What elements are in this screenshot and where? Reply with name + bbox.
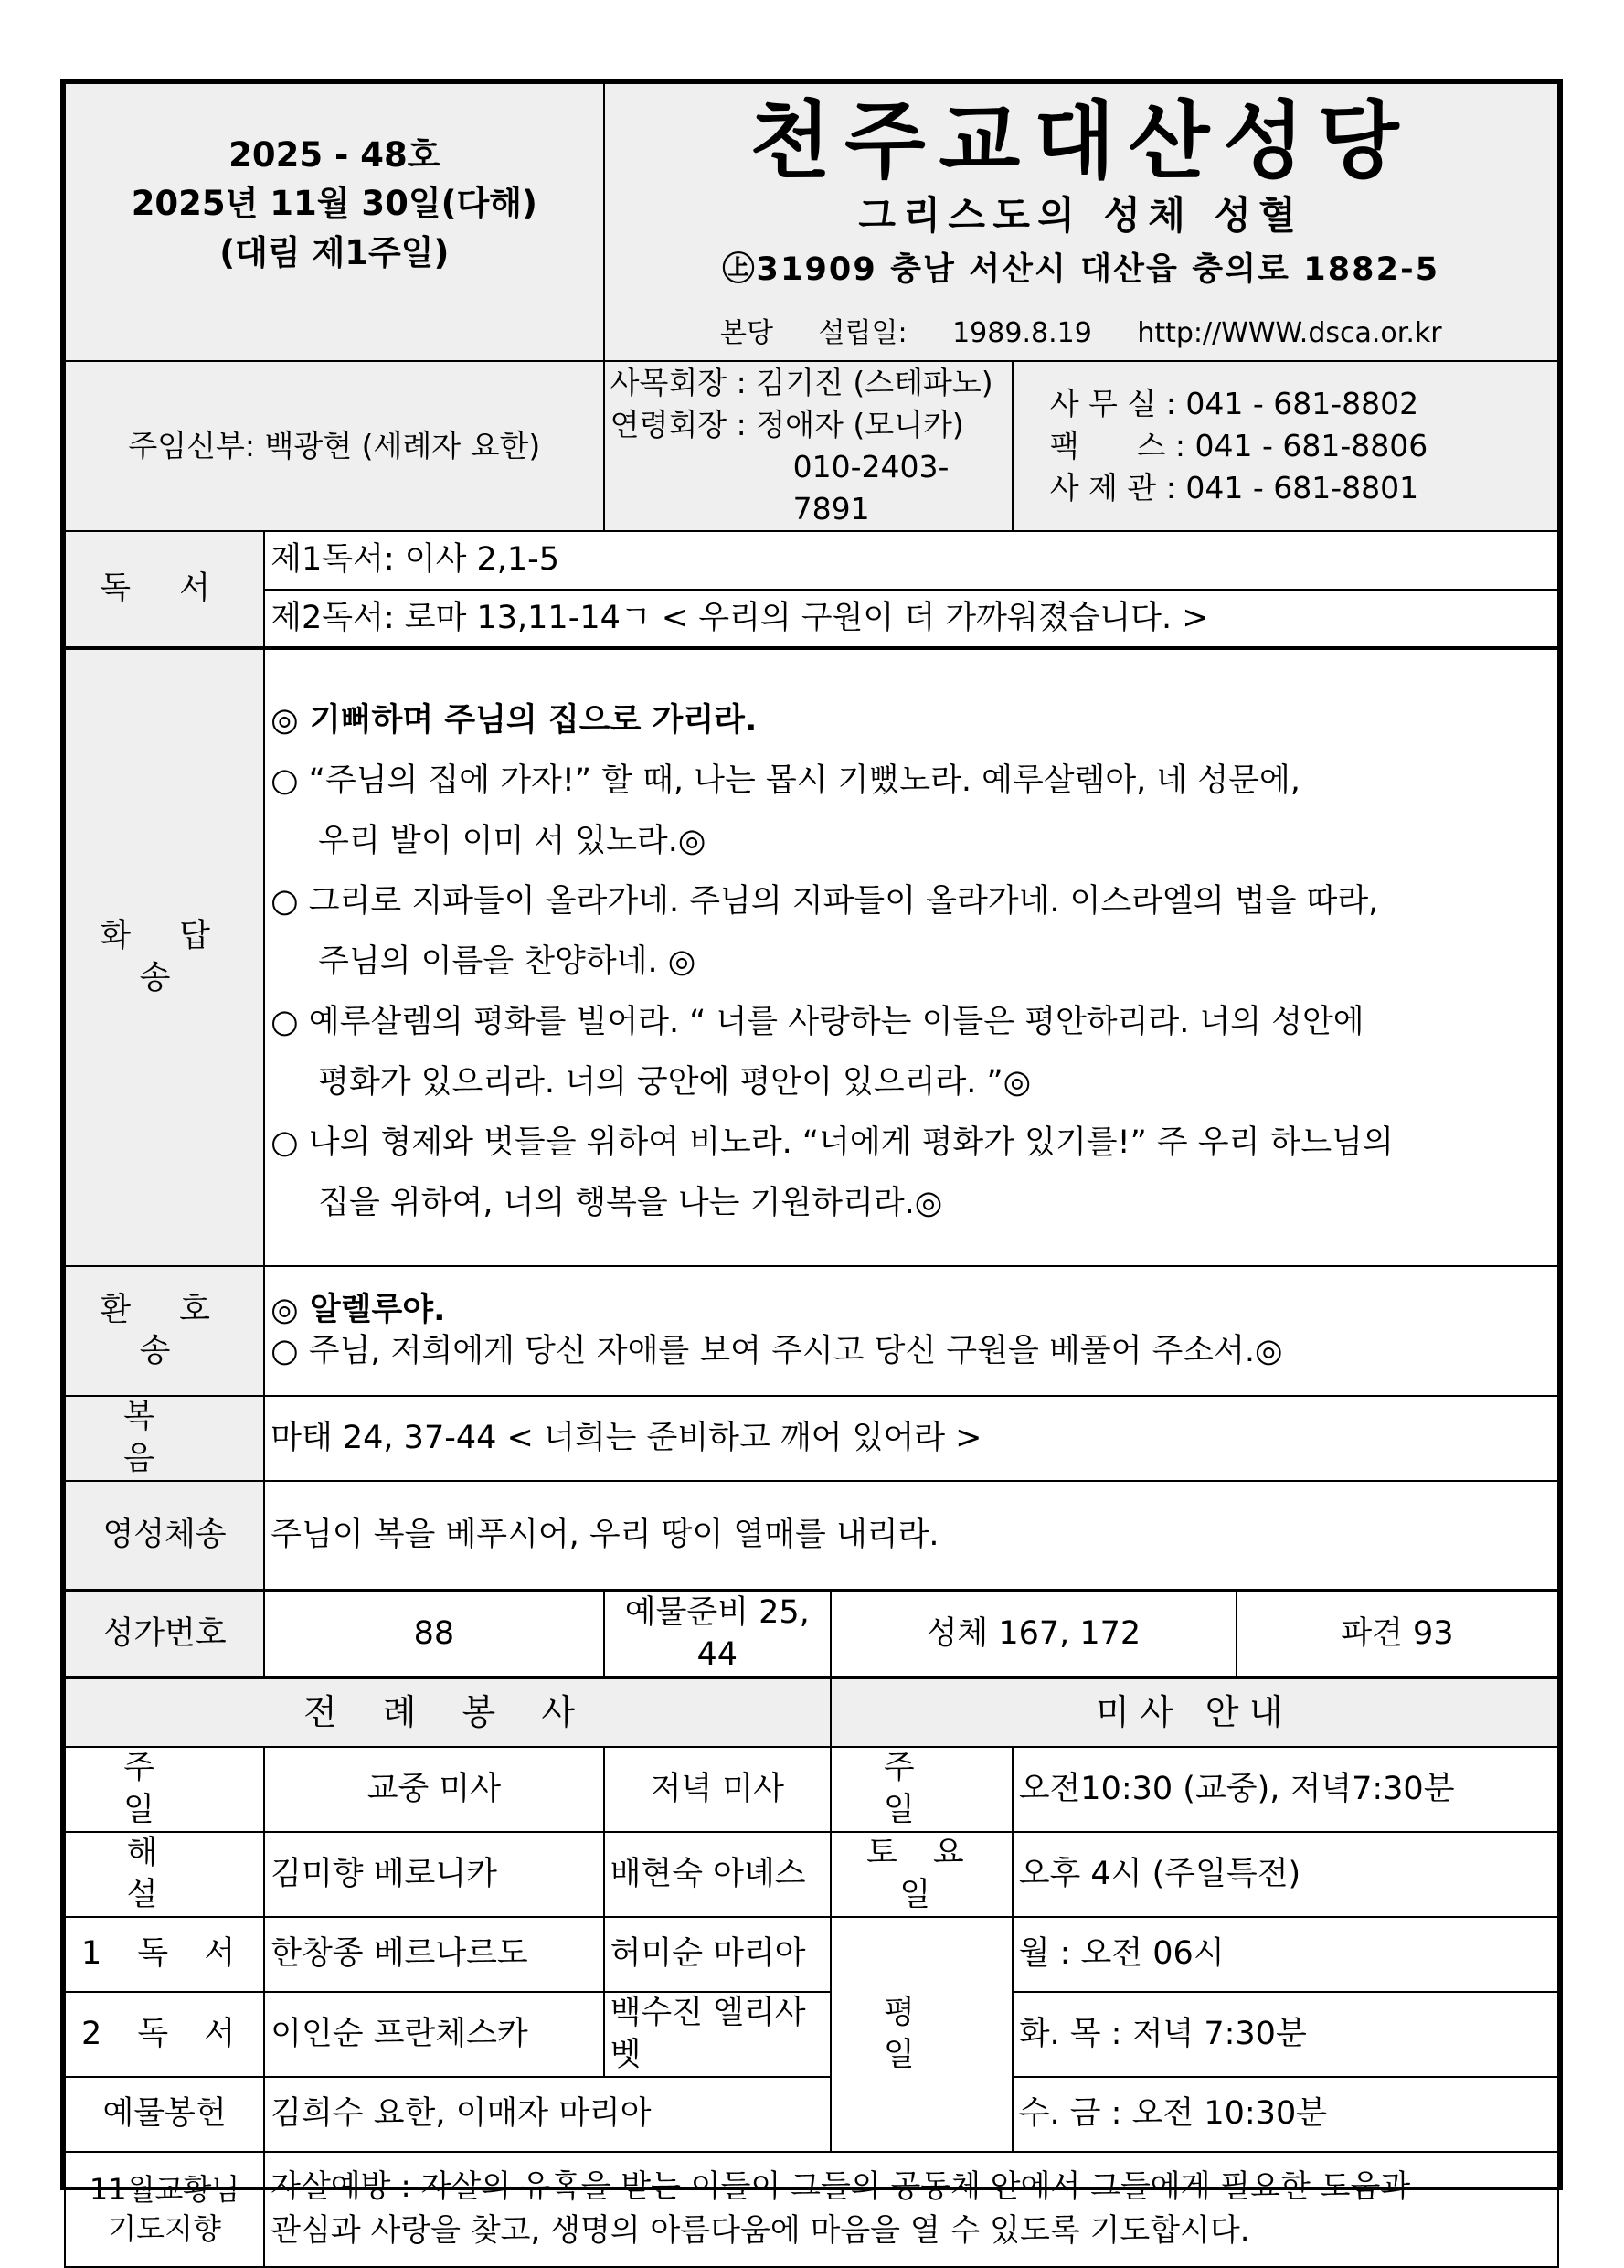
pastor: 주임신부: 백광현 (세례자 요한) [65, 361, 604, 531]
alleluia: ◎ 알렐루야. [271, 1291, 446, 1328]
founded-date: 본당 설립일: 1989.8.19 [720, 316, 1092, 349]
prayer-label-line1: 11월교황님 [89, 2171, 240, 2207]
hymns-label: 성가번호 [65, 1591, 264, 1677]
psalm-verse: ○ 나의 형제와 벗들을 위하여 비노라. “너에게 평화가 있기를!” 주 우리 하느님의 [271, 1123, 1394, 1161]
second-reader-evening: 백수진 엘리사벳 [604, 1992, 831, 2077]
prayer-line: 관심과 사랑을 찾고, 생명의 아름다움에 마음을 열 수 있도록 기도합시다. [271, 2212, 1250, 2249]
service-col-day: 주 일 [65, 1747, 264, 1832]
issue-number: 2025 - 48호 [228, 134, 440, 175]
fax-number: 팩 스 : 041 - 681-8806 [1049, 428, 1428, 463]
mass-saturday-time: 오후 4시 (주일특전) [1013, 1832, 1558, 1917]
gospel-text: 마태 24, 37-44 < 너희는 준비하고 깨어 있어라 > [264, 1396, 1558, 1481]
psalm-label: 화 답 송 [65, 648, 264, 1266]
role-second-reader: 2 독 서 [65, 1992, 264, 2077]
psalm-response: ◎ 기뻐하며 주님의 집으로 가리라. [271, 701, 758, 739]
readings-label: 독 서 [65, 531, 264, 648]
prayer-line: 자살예방 : 자살의 유혹을 받는 이들이 그들의 공동체 안에서 그들에게 필요한 도움과 [271, 2168, 1411, 2206]
gospel-label: 복 음 [65, 1396, 264, 1481]
first-reader-morning: 한창종 베르나르도 [264, 1917, 603, 1992]
bulletin-table [64, 82, 1559, 2268]
hymn-communion: 성체 167, 172 [831, 1591, 1237, 1677]
liturgical-day: (대림 제1주일) [219, 232, 450, 272]
mass-sunday-time: 오전10:30 (교중), 저녁7:30분 [1013, 1747, 1558, 1832]
prayer-text [264, 2152, 1558, 2267]
role-offering: 예물봉헌 [65, 2077, 264, 2152]
psalm-verse-cont: 집을 위하여, 너의 행복을 나는 기원하리라.◎ [318, 1184, 943, 1221]
council-contacts [604, 361, 1013, 531]
mass-weekday-time: 월 : 오전 06시 [1013, 1917, 1558, 1992]
role-first-reader: 1 독 서 [65, 1917, 264, 1992]
second-reading: 제2독서: 로마 13,11-14ㄱ < 우리의 구원이 더 가까워졌습니다. > [264, 590, 1558, 648]
psalm-verse-cont: 주님의 이름을 찬양하네. ◎ [318, 942, 696, 980]
issue-block [65, 83, 604, 361]
mass-saturday-label: 토 요 일 [831, 1832, 1013, 1917]
church-header [604, 83, 1558, 361]
acclamation-verse: ○ 주님, 저희에게 당신 자애를 보여 주시고 당신 구원을 베풀어 주소서.◎ [271, 1333, 1283, 1369]
mass-weekday-time: 화. 목 : 저녁 7:30분 [1013, 1992, 1558, 2077]
psalm-verse-cont: 평화가 있으리라. 너의 궁안에 평안이 있으리라. ”◎ [318, 1063, 1032, 1101]
communion-antiphon-label: 영성체송 [65, 1481, 264, 1591]
mass-sunday-label: 주 일 [831, 1747, 1013, 1832]
mass-weekday-time: 수. 금 : 오전 10:30분 [1013, 2077, 1558, 2152]
bulletin-sheet [60, 79, 1563, 2249]
rectory-phone: 사 제 관 : 041 - 681-8801 [1049, 470, 1419, 506]
service-col-morning: 교중 미사 [264, 1747, 603, 1832]
first-reader-evening: 허미순 마리아 [604, 1917, 831, 1992]
parish-patron: 그리스도의 성체 성혈 [858, 192, 1304, 238]
issue-date: 2025년 11월 30일(다해) [131, 184, 537, 224]
church-address: ㊤31909 충남 서산시 대산읍 충의로 1882-5 [722, 251, 1440, 289]
hymn-entrance: 88 [264, 1591, 603, 1677]
hymn-dismissal: 파견 93 [1237, 1591, 1558, 1677]
prayer-label-line2: 기도지향 [108, 2211, 221, 2246]
second-reader-morning: 이인순 프란체스카 [264, 1992, 603, 2077]
psalm-verse: ○ 그리로 지파들이 올라가네. 주님의 지파들이 올라가네. 이스라엘의 법을 따라, [271, 882, 1379, 920]
church-name: 천주교대산성당 [749, 91, 1413, 190]
service-title: 전 례 봉 사 [65, 1677, 831, 1747]
council-president: 사목회장 : 김기진 (스테파노) [610, 365, 993, 400]
mass-title: 미사 안내 [831, 1677, 1558, 1747]
psalm-verse: ○ “주님의 집에 가자!” 할 때, 나는 몹시 기뻤노라. 예루살렘아, 네 성문에, [271, 761, 1300, 799]
hymn-offertory: 예물준비 25, 44 [604, 1591, 831, 1677]
communion-antiphon-text: 주님이 복을 베푸시어, 우리 땅이 열매를 내리라. [264, 1481, 1558, 1591]
office-contacts [1013, 361, 1558, 531]
elder-phone: 010-2403-7891 [792, 449, 950, 527]
service-col-evening: 저녁 미사 [604, 1747, 831, 1832]
role-commentator: 해 설 [65, 1832, 264, 1917]
commentator-evening: 배현숙 아녜스 [604, 1832, 831, 1917]
first-reading: 제1독서: 이사 2,1-5 [264, 531, 1558, 590]
prayer-label [65, 2152, 264, 2267]
office-phone: 사 무 실 : 041 - 681-8802 [1049, 386, 1419, 421]
mass-weekday-label: 평 일 [831, 1917, 1013, 2152]
psalm-verse-cont: 우리 발이 이미 서 있노라.◎ [318, 822, 706, 859]
psalm-verse: ○ 예루살렘의 평화를 빌어라. “ 너를 사랑하는 이들은 평안하리라. 너의 성안에 [271, 1003, 1364, 1040]
psalm-text [264, 648, 1558, 1266]
commentator-morning: 김미향 베로니카 [264, 1832, 603, 1917]
acclamation-label: 환 호 송 [65, 1266, 264, 1396]
founding-and-website [610, 315, 1552, 351]
elder-president: 연령회장 : 정애자 (모니카) [610, 407, 964, 442]
website-link[interactable]: http://WWW.dsca.or.kr [1137, 316, 1442, 349]
offering-names: 김희수 요한, 이매자 마리아 [264, 2077, 831, 2152]
acclamation-text [264, 1266, 1558, 1396]
